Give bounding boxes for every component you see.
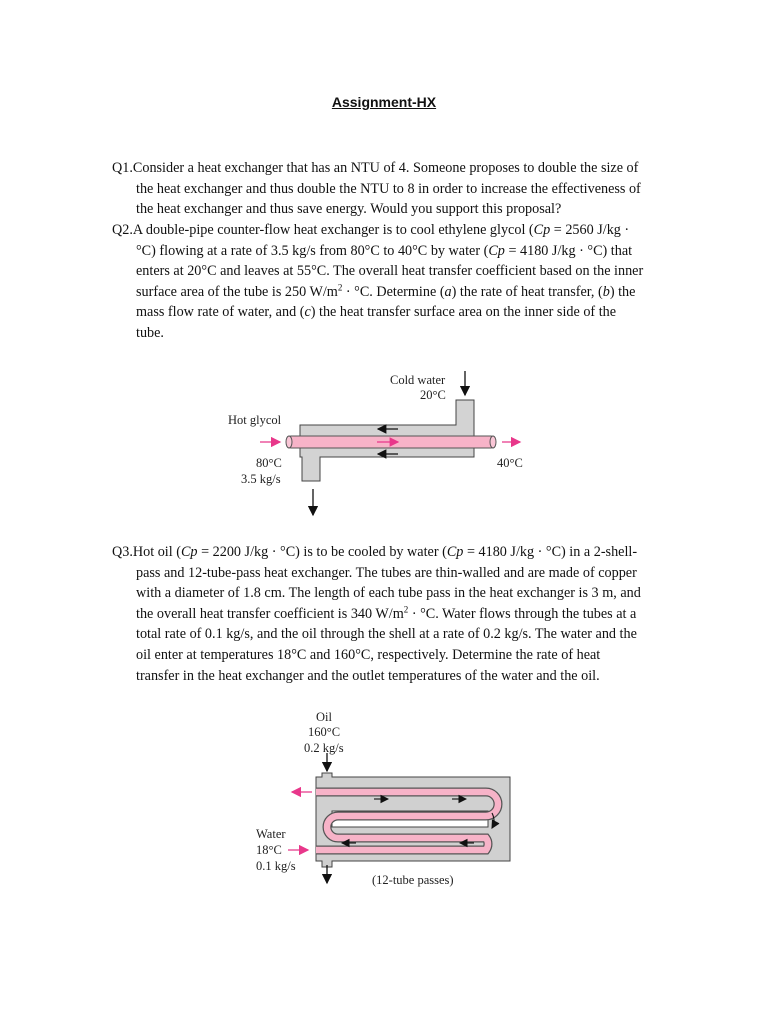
label-water-flow: 0.1 kg/s [256, 859, 296, 873]
q2-line-1: Q2.A double-pipe counter-flow heat exchanger is to cool ethylene glycol (Cp = 2560 J/kg · [112, 222, 630, 238]
shell-and-tube-heat-exchanger-diagram [246, 705, 526, 895]
double-pipe-heat-exchanger-diagram [222, 365, 532, 525]
q1-line-2: the heat exchanger and thus double the NTU to 8 in order to increase the effectiveness of [136, 180, 641, 197]
question-3 [112, 542, 680, 686]
q3-line-2: pass and 12-tube-pass heat exchanger. The tubes are thin-walled and are made of copper [136, 564, 637, 581]
q3-line-7: transfer in the heat exchanger and the outlet temperatures of the water and the oil. [136, 667, 600, 684]
q3-line-3: with a diameter of 1.8 cm. The length of each tube pass in the heat exchanger is 3 m, and [136, 585, 641, 602]
label-oil: Oil [316, 710, 332, 724]
label-inlet-temp: 80°C [256, 456, 282, 470]
label-outlet-temp: 40°C [497, 456, 523, 470]
q2-line-6: tube. [136, 324, 164, 341]
label-oil-flow: 0.2 kg/s [304, 741, 344, 755]
q2-line-3: enters at 20°C and leaves at 55°C. The overall heat transfer coefficient based on the inner [136, 263, 644, 280]
label-hot-glycol: Hot glycol [228, 413, 282, 427]
q1-line-1: Q1.Consider a heat exchanger that has an NTU of 4. Someone proposes to double the size of [112, 160, 639, 176]
question-1 [112, 158, 680, 220]
q2-line-2: °C) flowing at a rate of 3.5 kg/s from 80°C to 40°C by water (Cp = 4180 J/kg · °C) that [136, 242, 633, 259]
q3-line-5: total rate of 0.1 kg/s, and the oil through the shell at a rate of 0.2 kg/s. The water and the [136, 626, 637, 643]
q2-line-4: surface area of the tube is 250 $W/m^2 \cdot ^\circ C$. Determine (a) the rate of heat transfer, (b) the [136, 282, 636, 300]
q3-line-6: oil enter at temperatures 18°C and 160°C, respectively. Determine the rate of heat [136, 646, 601, 663]
label-cold-water: Cold water [390, 373, 446, 387]
q3-line-4: the overall heat transfer coefficient is 340 $W/m^2 \cdot ^\circ C$. Water flows through the tubes at a [136, 604, 637, 622]
question-2 [112, 220, 680, 344]
label-cold-temp: 20°C [420, 388, 446, 402]
label-oil-temp: 160°C [308, 725, 341, 739]
q1-line-3: the heat exchanger and thus save energy. Would you support this proposal? [136, 201, 562, 218]
label-flow-rate: 3.5 kg/s [241, 472, 281, 486]
label-water-temp: 18°C [256, 843, 282, 857]
assignment-title: Assignment-HX [331, 94, 437, 110]
label-water: Water [256, 827, 286, 841]
q3-line-1: Q3.Hot oil (Cp = 2200 J/kg · °C) is to be cooled by water (Cp = 4180 J/kg · °C) in a 2-shell- [112, 544, 638, 560]
label-tube-passes: (12-tube passes) [372, 873, 454, 887]
q2-line-5: mass flow rate of water, and (c) the heat transfer surface area on the inner side of the [136, 304, 617, 321]
